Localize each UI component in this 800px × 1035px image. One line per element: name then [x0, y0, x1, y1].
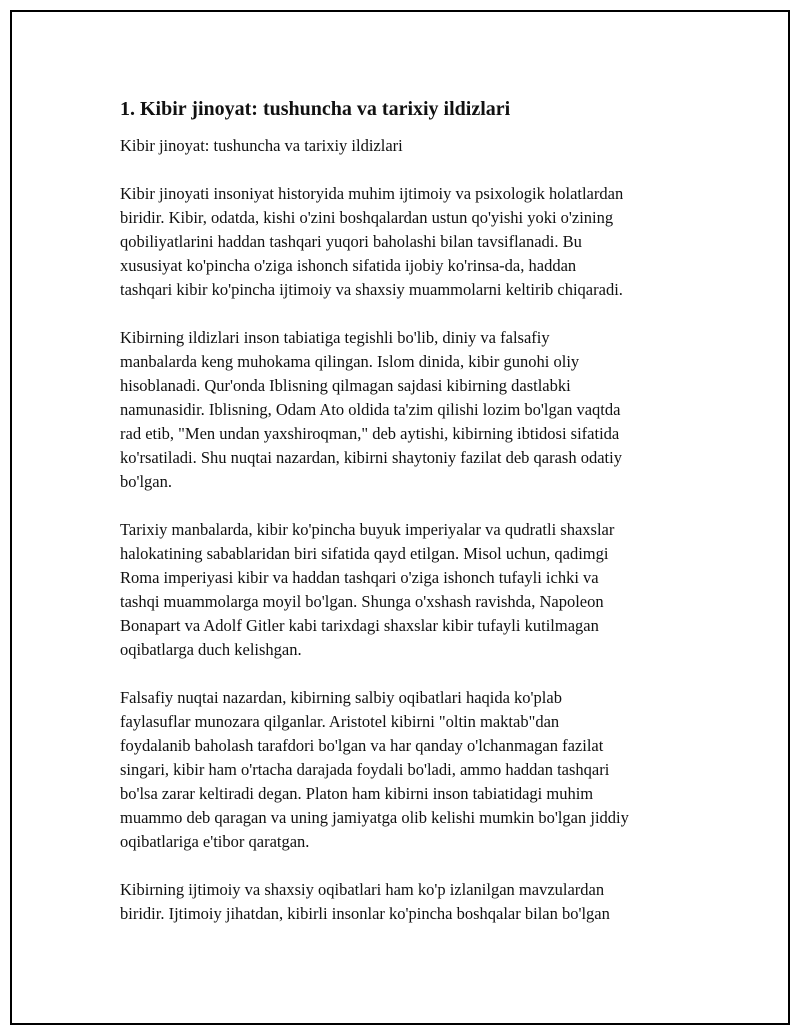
text-line: rad etib, "Men undan yaxshiroqman," deb aytishi, kibirning ibtidosi sifatida: [120, 424, 620, 443]
paragraph-5: [120, 878, 700, 926]
text-line: Bonapart va Adolf Gitler kabi tarixdagi shaxslar kibir tufayli kutilmagan: [120, 616, 599, 635]
text-line: bo'lsa zarar keltiradi degan. Platon ham kibirni inson tabiatidagi muhim: [120, 784, 594, 803]
text-line: Tarixiy manbalarda, kibir ko'pincha buyuk imperiyalar va qudratli shaxslar: [120, 520, 615, 539]
text-line: biridir. Ijtimoiy jihatdan, kibirli insonlar ko'pincha boshqalar bilan bo'lgan: [120, 904, 610, 923]
text-line: Roma imperiyasi kibir va haddan tashqari o'ziga ishonch tufayli ichki va: [120, 568, 599, 587]
text-line: singari, kibir ham o'rtacha darajada foydali bo'ladi, ammo haddan tashqari: [120, 760, 610, 779]
document-body: [120, 96, 700, 950]
text-line: tashqari kibir ko'pincha ijtimoiy va shaxsiy muammolarni keltirib chiqaradi.: [120, 280, 623, 299]
text-line: biridir. Kibir, odatda, kishi o'zini boshqalardan ustun qo'yishi yoki o'zining: [120, 208, 614, 227]
section-heading: 1. Kibir jinoyat: tushuncha va tarixiy ildizlari: [120, 98, 511, 120]
text-line: namunasidir. Iblisning, Odam Ato oldida ta'zim qilishi lozim bo'lgan vaqtda: [120, 400, 621, 419]
text-line: Kibirning ildizlari inson tabiatiga tegishli bo'lib, diniy va falsafiy: [120, 328, 550, 347]
text-line: foydalanib baholash tarafdori bo'lgan va har qanday o'lchanmagan fazilat: [120, 736, 604, 755]
paragraph-4: [120, 686, 700, 854]
text-line: oqibatlariga e'tibor qaratgan.: [120, 832, 310, 851]
text-line: manbalarda keng muhokama qilingan. Islom dinida, kibir gunohi oliy: [120, 352, 580, 371]
text-line: hisoblanadi. Qur'onda Iblisning qilmagan sajdasi kibirning dastlabki: [120, 376, 571, 395]
text-line: Kibir jinoyati insoniyat historyida muhim ijtimoiy va psixologik holatlardan: [120, 184, 624, 203]
text-line: tashqi muammolarga moyil bo'lgan. Shunga o'xshash ravishda, Napoleon: [120, 592, 604, 611]
paragraph-1: [120, 182, 700, 302]
text-line: muammo deb qaragan va uning jamiyatga olib kelishi mumkin bo'lgan jiddiy: [120, 808, 629, 827]
text-line: oqibatlarga duch kelishgan.: [120, 640, 302, 659]
page-frame: [10, 10, 790, 1025]
text-line: qobiliyatlarini haddan tashqari yuqori baholashi bilan tavsiflanadi. Bu: [120, 232, 582, 251]
text-line: halokatining sabablaridan biri sifatida qayd etilgan. Misol uchun, qadimgi: [120, 544, 609, 563]
text-line: faylasuflar munozara qilganlar. Aristotel kibirni "oltin maktab"dan: [120, 712, 560, 731]
text-line: bo'lgan.: [120, 472, 173, 491]
text-line: ko'rsatiladi. Shu nuqtai nazardan, kibirni shaytoniy fazilat deb qarash odatiy: [120, 448, 622, 467]
text-line: xususiyat ko'pincha o'ziga ishonch sifatida ijobiy ko'rinsa-da, haddan: [120, 256, 577, 275]
text-line: Falsafiy nuqtai nazardan, kibirning salbiy oqibatlari haqida ko'plab: [120, 688, 562, 707]
text-line: Kibirning ijtimoiy va shaxsiy oqibatlari ham ko'p izlanilgan mavzulardan: [120, 880, 605, 899]
paragraph-3: [120, 518, 700, 662]
section-subtitle: Kibir jinoyat: tushuncha va tarixiy ildizlari: [120, 136, 403, 155]
paragraph-2: [120, 326, 700, 494]
